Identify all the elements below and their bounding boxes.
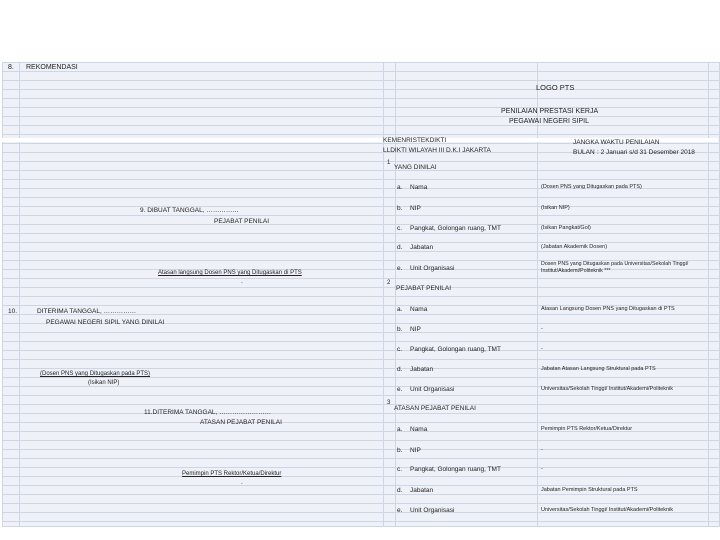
s3-row-label: NIP: [410, 447, 421, 454]
s2-row-label: Nama: [410, 306, 428, 313]
s2-row-letter: e.: [397, 386, 403, 393]
assessed-heading: PEGAWAI NEGERI SIPIL YANG DINILAI: [46, 319, 165, 326]
section-1-number: 1: [387, 160, 391, 166]
assessor-heading: PEJABAT PENILAI: [214, 218, 270, 225]
s3-row-value: -: [541, 447, 543, 453]
superior-nip: .: [241, 479, 243, 486]
s3-row-letter: a.: [397, 426, 403, 433]
s3-row-label: Pangkat, Golongan ruang, TMT: [410, 466, 501, 473]
s3-row-value: Universitas/Sekolah Tinggi/ Institut/Akademi/Politeknik: [541, 507, 674, 513]
s1-row-label: Unit Organisasi: [410, 265, 455, 272]
s2-row-label: Jabatan: [410, 366, 434, 373]
s1-row-value: Dosen PNS yang Ditugaskan pada Universitas/Sekolah Tinggi/ Institut/Akademi/Politeknik ***: [541, 261, 689, 274]
s1-row-letter: a.: [397, 184, 403, 191]
assessed-nip: (Isikan NIP): [88, 380, 120, 386]
s2-row-value: Atasan Langsung Dosen PNS yang Ditugaskan di PTS: [541, 306, 675, 312]
s1-row-value: (Jabatan Akademik Dosen): [541, 244, 608, 250]
s3-row-value: -: [541, 466, 543, 472]
s2-row-label: Unit Organisasi: [410, 386, 455, 393]
section-1-title: YANG DINILAI: [394, 164, 437, 171]
institution-region: LLDIKTI WILAYAH III D.K.I JAKARTA: [383, 147, 491, 154]
assessor-name: Atasan langsung Dosen PNS yang Ditugaskan di PTS: [158, 270, 302, 276]
period-title: JANGKA WAKTU PENILAIAN: [573, 139, 660, 146]
date-11: 11.DITERIMA TANGGAL, ……………………: [144, 409, 272, 416]
s1-row-value: (Isikan Pangkat/Gol): [541, 225, 591, 231]
spreadsheet-grid: [2, 62, 720, 527]
period-label: BULAN: [573, 149, 595, 156]
s3-row-letter: d.: [397, 487, 403, 494]
s2-row-label: Pangkat, Golongan ruang, TMT: [410, 346, 501, 353]
section-8-title: REKOMENDASI: [26, 64, 78, 71]
s1-row-label: NIP: [410, 205, 421, 212]
s2-row-letter: a.: [397, 306, 403, 313]
date-9: 9. DIBUAT TANGGAL, ……………: [140, 207, 239, 214]
assessed-name: (Dosen PNS yang Ditugaskan pada PTS): [40, 371, 151, 377]
section-8-number: 8.: [8, 64, 14, 71]
section-2-title: PEJABAT PENILAI: [396, 285, 452, 292]
form-title: PENILAIAN PRESTASI KERJA: [501, 108, 599, 115]
superior-heading: ATASAN PEJABAT PENILAI: [200, 419, 282, 426]
s2-row-value: -: [541, 346, 543, 352]
s3-row-letter: c.: [397, 466, 403, 473]
s3-row-letter: b.: [397, 447, 403, 454]
period-value: : 2 Januari s/d 31 Desember 2018: [597, 149, 695, 156]
s3-row-value: Jabatan Pemimpin Struktural pada PTS: [541, 487, 638, 493]
s3-row-value: Pemimpin PTS Rektor/Ketua/Direktur: [541, 426, 633, 432]
s1-row-value: (Isikan NIP): [541, 205, 570, 211]
institution-name: KEMENRISTEKDIKTI: [383, 137, 447, 144]
s1-row-letter: b.: [397, 205, 403, 212]
assessor-nip: .: [241, 278, 243, 285]
s2-row-letter: c.: [397, 346, 403, 353]
s3-row-label: Nama: [410, 426, 428, 433]
s1-row-label: Nama: [410, 184, 428, 191]
s2-row-label: NIP: [410, 326, 421, 333]
s2-row-value: -: [541, 326, 543, 332]
section-10-number: 10.: [8, 308, 18, 315]
s2-row-value: Jabatan Atasan Langsung Struktural pada PTS: [541, 366, 656, 372]
superior-name: Pemimpin PTS Rektor/Ketua/Direktur: [182, 471, 282, 477]
date-10: DITERIMA TANGGAL, ……………: [37, 308, 137, 315]
logo-placeholder: LOGO PTS: [536, 83, 575, 92]
s2-row-value: Universitas/Sekolah Tinggi/ Institut/Akademi/Politeknik: [541, 386, 674, 392]
s1-row-letter: e.: [397, 265, 403, 272]
s1-row-letter: c.: [397, 225, 403, 232]
s1-row-letter: d.: [397, 244, 403, 251]
s3-row-label: Jabatan: [410, 487, 434, 494]
section-3-number: 3: [387, 400, 391, 406]
s3-row-label: Unit Organisasi: [410, 507, 455, 514]
section-3-title: ATASAN PEJABAT PENILAI: [394, 405, 476, 412]
s2-row-letter: b.: [397, 326, 403, 333]
s2-row-letter: d.: [397, 366, 403, 373]
section-2-number: 2: [387, 280, 391, 286]
s3-row-letter: e.: [397, 507, 403, 514]
s1-row-value: (Dosen PNS yang Ditugaskan pada PTS): [541, 184, 642, 190]
s1-row-label: Jabatan: [410, 244, 434, 251]
s1-row-label: Pangkat, Golongan ruang, TMT: [410, 225, 501, 232]
form-subtitle: PEGAWAI NEGERI SIPIL: [509, 118, 590, 125]
